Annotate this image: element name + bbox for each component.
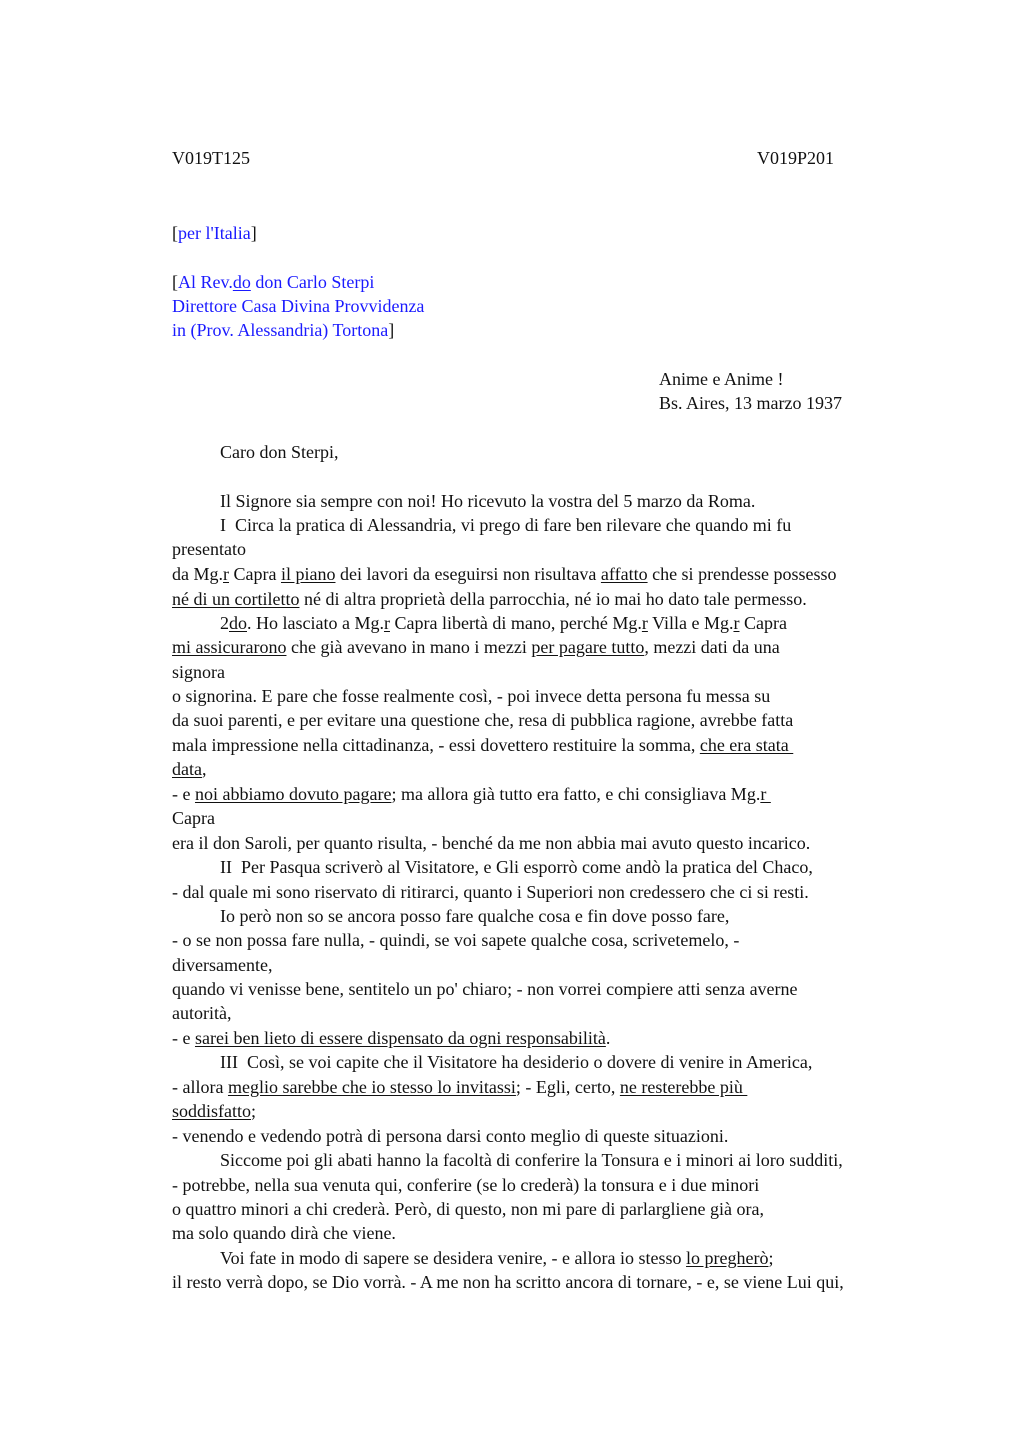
body-line: 2do. Ho lasciato a Mg.r Capra libertà di mano, perché Mg.r Villa e Mg.r Capra [220, 613, 787, 633]
body-line: mi assicurarono che già avevano in mano i mezzi per pagare tutto, mezzi dati da una [172, 637, 780, 657]
body-line: - dal quale mi sono riservato di ritirarci, quanto i Superiori non credessero che ci si resti. [172, 882, 809, 902]
body-line: o quattro minori a chi crederà. Però, di questo, non mi pare di parlargliene già ora, [172, 1199, 764, 1219]
destination-note-text: per l'Italia [178, 223, 251, 243]
address-line-1-abbrev: do [232, 272, 251, 292]
body-line: ma solo quando dirà che viene. [172, 1223, 396, 1243]
document-code-right: V019P201 [757, 148, 835, 168]
body-line: il resto verrà dopo, se Dio vorrà. - A me non ha scritto ancora di tornare, - e, se viene Lui qui, [172, 1272, 844, 1292]
body-line: da Mg.r Capra il piano dei lavori da eseguirsi non risultava affatto che si prendesse possesso [172, 564, 837, 584]
destination-note: [per l'Italia] [172, 223, 257, 243]
address-line-3: in (Prov. Alessandria) Tortona] [172, 320, 395, 340]
motto: Anime e Anime ! [659, 369, 784, 389]
body-line: Capra [172, 808, 215, 828]
body-line: diversamente, [172, 955, 273, 975]
body-line: presentato [172, 539, 246, 559]
body-line: signora [172, 662, 225, 682]
address-line-1-prefix: Al Rev. [178, 272, 233, 292]
body-line: né di un cortiletto né di altra proprietà della parrocchia, né io mai ho dato tale permesso. [172, 589, 807, 609]
body-line: - o se non possa fare nulla, - quindi, se voi sapete qualche cosa, scrivetemelo, - [172, 930, 740, 950]
body-line: - e noi abbiamo dovuto pagare; ma allora già tutto era fatto, e chi consigliava Mg.r [172, 784, 771, 804]
body-line: mala impressione nella cittadinanza, - essi dovettero restituire la somma, che era stata [172, 735, 794, 755]
body-line: - allora meglio sarebbe che io stesso lo invitassi; - Egli, certo, ne resterebbe più [172, 1077, 748, 1097]
document-code-left: V019T125 [172, 148, 250, 168]
body-line: Il Signore sia sempre con noi! Ho ricevuto la vostra del 5 marzo da Roma. [220, 491, 756, 511]
body-line: o signorina. E pare che fosse realmente così, - poi invece detta persona fu messa su [172, 686, 771, 706]
address-line-1-rest: don Carlo Sterpi [250, 272, 375, 292]
body-line: - e sarei ben lieto di essere dispensato da ogni responsabilità. [172, 1028, 611, 1048]
body-line: Siccome poi gli abati hanno la facoltà di conferire la Tonsura e i minori ai loro sudditi, [220, 1150, 843, 1170]
address-line-3-text: in (Prov. Alessandria) Tortona [172, 320, 389, 340]
body-line: II Per Pasqua scriverò al Visitatore, e Gli esporrò come andò la pratica del Chaco, [220, 857, 813, 877]
body-line: era il don Saroli, per quanto risulta, - benché da me non abbia mai avuto questo incarico. [172, 833, 811, 853]
salutation: Caro don Sterpi, [220, 442, 339, 462]
place-and-date: Bs. Aires, 13 marzo 1937 [659, 393, 842, 413]
body-line: quando vi venisse bene, sentitelo un po' chiaro; - non vorrei compiere atti senza averne [172, 979, 798, 999]
body-line: soddisfatto; [172, 1101, 257, 1121]
body-line: - venendo e vedendo potrà di persona darsi conto meglio di queste situazioni. [172, 1126, 729, 1146]
address-line-1: [Al Rev.do don Carlo Sterpi [172, 272, 375, 292]
body-line: da suoi parenti, e per evitare una questione che, resa di pubblica ragione, avrebbe fatta [172, 710, 794, 730]
body-line: Io però non so se ancora posso fare qualche cosa e fin dove posso fare, [220, 906, 730, 926]
body-line: Voi fate in modo di sapere se desidera venire, - e allora io stesso lo pregherò; [220, 1248, 774, 1268]
body-line: autorità, [172, 1003, 232, 1023]
body-line: I Circa la pratica di Alessandria, vi prego di fare ben rilevare che quando mi fu [220, 515, 792, 535]
body-line: - potrebbe, nella sua venuta qui, conferire (se lo crederà) la tonsura e i due minori [172, 1175, 760, 1195]
address-line-2: Direttore Casa Divina Provvidenza [172, 296, 425, 316]
body-line: data, [172, 759, 207, 779]
body-line: III Così, se voi capite che il Visitatore ha desiderio o dovere di venire in America, [220, 1052, 813, 1072]
